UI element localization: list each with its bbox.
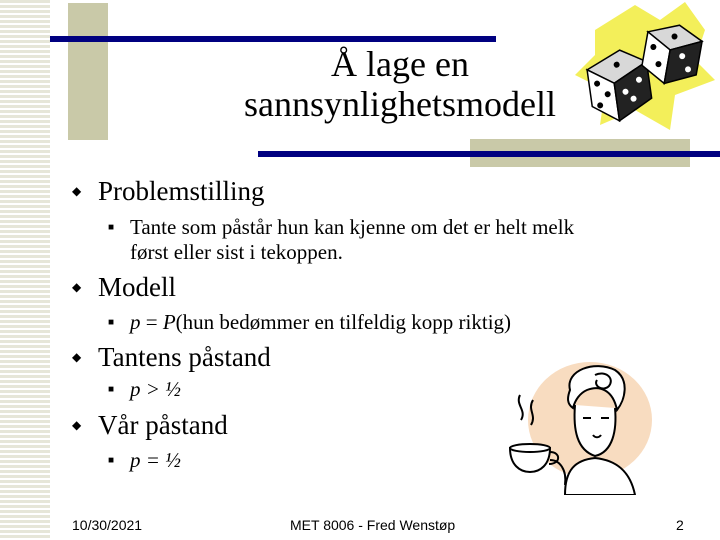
- page-number: 2: [676, 517, 684, 533]
- sub-bullet-line-1: Tante som påstår hun kan kjenne om det er helt melk: [130, 215, 575, 239]
- bullet-label: Problemstilling: [98, 176, 265, 206]
- equals-sign: =: [140, 310, 163, 334]
- probability-argument: (hun bedømmer en tilfeldig kopp riktig): [175, 310, 512, 334]
- title-accent-block: [68, 3, 108, 140]
- diamond-bullet-icon: ◆: [72, 418, 82, 432]
- slide-title: [180, 44, 620, 124]
- diamond-bullet-icon: ◆: [72, 280, 82, 294]
- tea-lady-icon: [505, 360, 655, 495]
- square-bullet-icon: ■: [108, 222, 115, 233]
- sub-bullet-modell: [108, 310, 511, 335]
- bullet-label: Vår påstand: [98, 410, 228, 440]
- variable-p: p: [130, 310, 141, 334]
- title-bar-bottom: [258, 151, 720, 157]
- claim-expression: p = ½: [130, 448, 181, 472]
- bullet-problemstilling: [72, 176, 265, 206]
- title-line-2: sannsynlighetsmodell: [244, 84, 556, 124]
- footer-center: MET 8006 - Fred Wenstøp: [290, 517, 456, 533]
- diamond-bullet-icon: ◆: [72, 184, 82, 198]
- sub-bullet-tantens: [108, 377, 181, 402]
- sub-bullet-line-2: først eller sist i tekoppen.: [130, 240, 343, 264]
- square-bullet-icon: ■: [108, 455, 115, 466]
- dice-icon: [575, 0, 720, 138]
- bullet-modell: [72, 272, 176, 302]
- square-bullet-icon: ■: [108, 384, 115, 395]
- bullet-var-pastand: [72, 410, 228, 440]
- title-line-1: Å lage en: [331, 44, 469, 84]
- decorative-stripe: [0, 0, 50, 540]
- footer-date: 10/30/2021: [72, 517, 143, 533]
- title-bar-top: [50, 36, 496, 42]
- sub-bullet-var: [108, 448, 181, 473]
- bullet-label: Modell: [98, 272, 176, 302]
- probability-P: P: [162, 310, 176, 334]
- diamond-bullet-icon: ◆: [72, 350, 82, 364]
- bullet-label: Tantens påstand: [98, 342, 271, 372]
- bullet-tantens-pastand: [72, 342, 271, 372]
- claim-expression: p > ½: [130, 377, 181, 401]
- square-bullet-icon: ■: [108, 317, 115, 328]
- sub-bullet-problem: [108, 215, 574, 265]
